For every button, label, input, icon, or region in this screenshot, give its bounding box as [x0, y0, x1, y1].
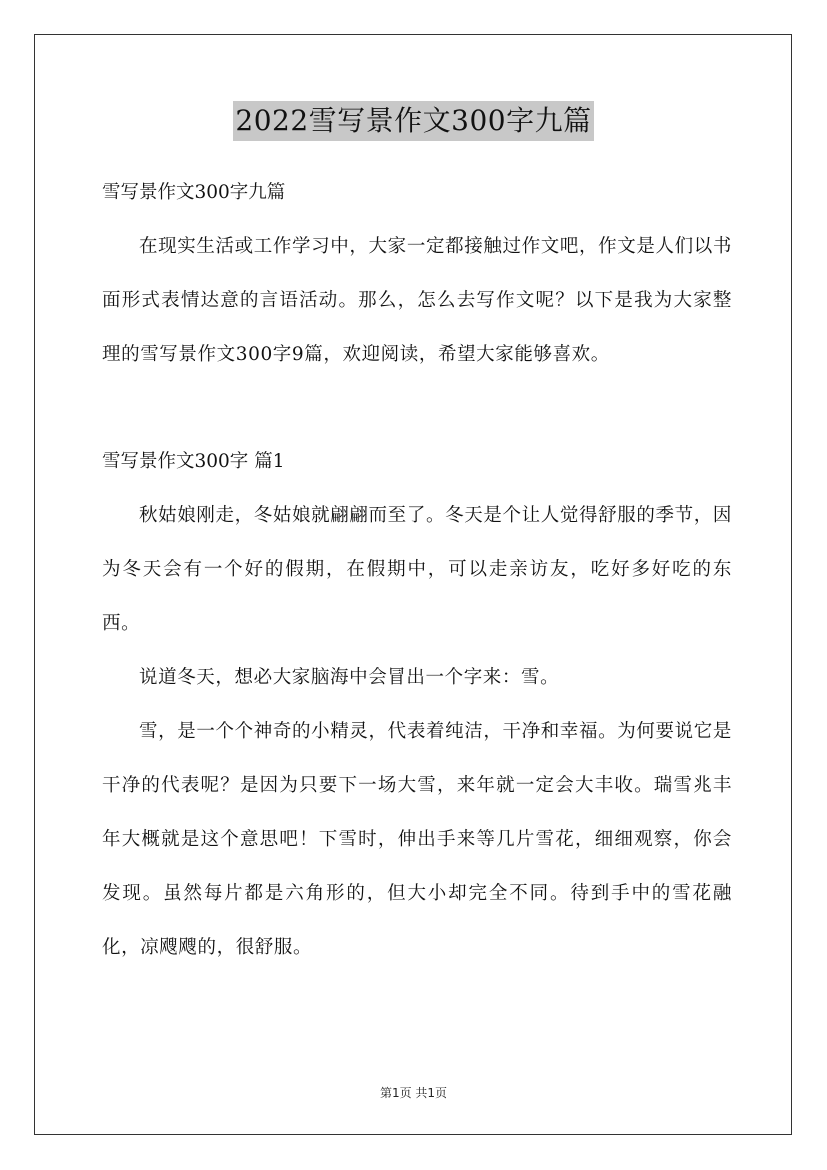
section-spacer — [102, 382, 732, 435]
document-title: 2022雪写景作文300字九篇 — [233, 101, 593, 141]
intro-heading: 雪写景作文300字九篇 — [102, 182, 286, 203]
section1-heading: 雪写景作文300字 篇1 — [102, 451, 285, 472]
section1-paragraph-1: 秋姑娘刚走，冬姑娘就翩翩而至了。冬天是个让人觉得舒服的季节，因为冬天会有一个好的假期，在假期中，可以走亲访友，吃好多好吃的东西。 — [102, 505, 732, 634]
title-container — [0, 101, 827, 141]
document-body — [102, 166, 732, 975]
section1-paragraph-2: 说道冬天，想必大家脑海中会冒出一个字来：雪。 — [139, 667, 560, 688]
section1-paragraph-3: 雪，是一个个神奇的小精灵，代表着纯洁，干净和幸福。为何要说它是干净的代表呢？是因为只要下一场大雪，来年就一定会大丰收。瑞雪兆丰年大概就是这个意思吧！下雪时，伸出手来等几片雪花，细细观察，你会发现。虽然每片都是六角形的，但大小却完全不同。待到手中的雪花融化，凉飕飕的，很舒服。 — [102, 721, 732, 958]
intro-paragraph: 在现实生活或工作学习中，大家一定都接触过作文吧，作文是人们以书面形式表情达意的言语活动。那么，怎么去写作文呢？以下是我为大家整理的雪写景作文300字9篇，欢迎阅读，希望大家能够喜欢。 — [102, 236, 732, 365]
page-number-label: 第1页 共1页 — [379, 1086, 448, 1100]
page-footer — [0, 1084, 827, 1101]
